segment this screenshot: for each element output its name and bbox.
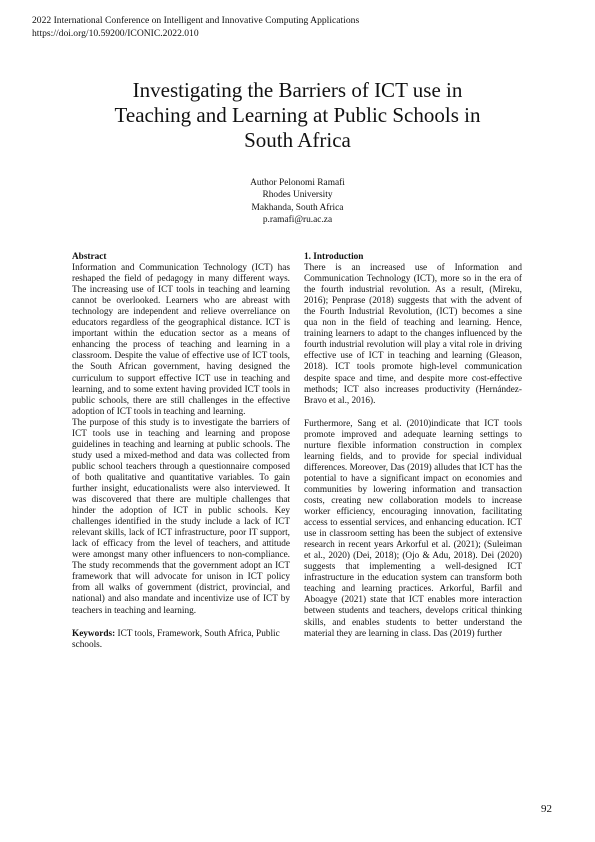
introduction-heading: 1. Introduction xyxy=(304,252,364,262)
page-header xyxy=(32,14,359,40)
title-line: Teaching and Learning at Public Schools in xyxy=(114,103,481,127)
author-block xyxy=(160,177,435,227)
introduction-paragraph: There is an increased use of Information and Communication Technology (ICT), more so in the era of the fourth industrial revolution. As a result, (Mireku, 2016); Penprase (2018) suggests that with the advent of the Fourth Industrial Revolution, (ICT) becomes a sine qua non in the field of teaching and learning. Hence, training learners to adapt to the changes influenced by the fourth industrial revolution will play a vital role in driving effective use of ICT in teaching and learning (Gleason, 2018). ICT tools promote high-level communication despite space and time, and despite more cost-effective methods; ICT also increases productivity (Hernández-Bravo et al., 2016). xyxy=(304,263,522,406)
introduction-paragraph: Furthermore, Sang et al. (2010)indicate that ICT tools promote improved and adequate learning settings to nurture flexible information construction in complex learning fields, and to provide for special individual differences. Moreover, Das (2019) alludes that ICT has the potential to have a significant impact on economies and communities by lowering information and transaction costs, creating new collaboration models to increase worker efficiency, encouraging innovation, facilitating access to essential services, and enhancing education. ICT use in classroom setting has been the subject of extensive research in recent years Arkorful et al. (2021); (Suleiman et al., 2020) (Dei, 2018); (Ojo & Adu, 2018). Dei (2020) suggests that implementing a well-designed ICT infrastructure in the education system can transform both teaching and learning practices. Arkorful, Barfil and Aboagye (2021) state that ICT enables more interaction between students and teachers, develops critical thinking skills, and enables students to better understand the material they are learning in class. Das (2019) further xyxy=(304,418,522,639)
conference-line: 2022 International Conference on Intelligent and Innovative Computing Applications xyxy=(32,15,360,26)
abstract-paragraph: Information and Communication Technology (ICT) has reshaped the field of pedagogy in many different ways. The increasing use of ICT tools in teaching and learning cannot be overlooked. Learners who are abreast with technology are independent and relieve overreliance on educators regardless of the geographical distance. ICT is important within the education sector as a means of enhancing the process of teaching and learning in a classroom. Despite the value of effective use of ICT tools, the South African government, having designed the curriculum to support effective ICT use in teaching and learning, and to some extent having provided ICT tools in public schools, there are still challenges in the effective adoption of ICT tools in teaching and learning. xyxy=(72,263,290,417)
author-email[interactable]: p.ramafi@ru.ac.za xyxy=(262,215,333,226)
paper-title xyxy=(60,78,535,153)
keywords-text: ICT tools, Framework, South Africa, Public schools. xyxy=(72,628,280,650)
page-number: 92 xyxy=(541,803,552,815)
abstract-paragraph: The purpose of this study is to investigate the barriers of ICT tools use in teaching and learning and propose guidelines in teaching and learning at public schools. The study used a mixed-method and data was collected from public school teachers through a questionnaire composed of both qualitative and quantitative variables. To gain further insight, educationalists were also interviewed. It was discovered that there are multiple challenges that hinder the adoption of ICT in public schools. Key challenges identified in the study include a lack of ICT relevant skills, lack of ICT infrastructure, poor IT support, lack of efficacy from the level of teachers, and attitude were amongst many other influencers to non-compliance. The study recommends that the government adopt an ICT framework that will advocate for unison in ICT policy from all walks of government (district, provincial, and national) and also mandate and incentivize use of ICT by teachers in teaching and learning. xyxy=(72,417,290,616)
introduction-column xyxy=(304,252,522,640)
author-location: Makhanda, South Africa xyxy=(251,202,344,213)
title-line: Investigating the Barriers of ICT use in xyxy=(132,78,463,102)
abstract-column xyxy=(72,252,290,651)
doi-link[interactable]: https://doi.org/10.59200/ICONIC.2022.010 xyxy=(32,28,199,39)
keywords-label: Keywords: xyxy=(72,628,116,639)
title-line: South Africa xyxy=(244,128,351,152)
author-name: Author Pelonomi Ramafi xyxy=(250,178,345,188)
abstract-heading: Abstract xyxy=(72,252,107,262)
keywords xyxy=(72,629,290,651)
author-affiliation: Rhodes University xyxy=(262,190,333,201)
